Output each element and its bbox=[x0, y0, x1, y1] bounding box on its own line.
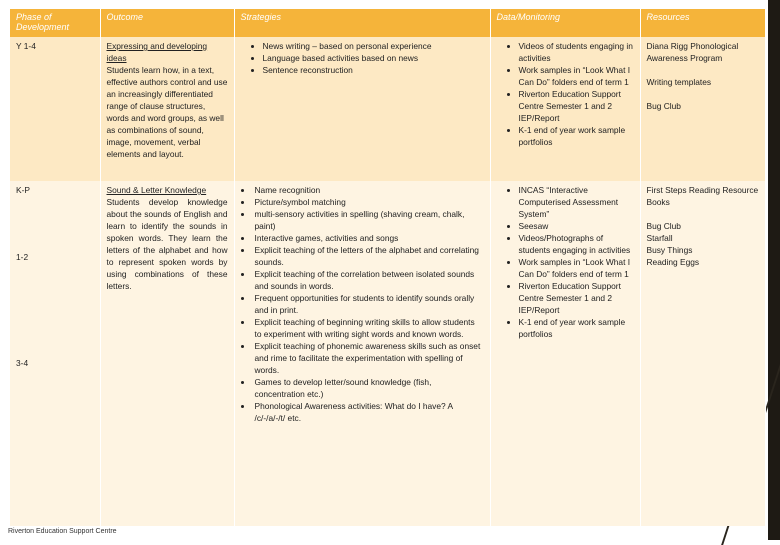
header-strategies: Strategies bbox=[234, 9, 490, 37]
list-item: • Picture/symbol matching bbox=[253, 196, 484, 208]
monitoring-cell bbox=[490, 181, 640, 526]
list-item: • Explicit teaching of beginning writing skills to allow students to experiment with writing sight words and known words. bbox=[253, 316, 484, 340]
list-item: • Riverton Education Support Centre Semester 1 and 2 IEP/Report bbox=[519, 88, 634, 124]
resource-item: Starfall bbox=[646, 233, 673, 243]
header-monitoring: Data/Monitoring bbox=[490, 9, 640, 37]
resource-item: First Steps Reading Resource Books bbox=[646, 185, 759, 207]
list-item: • Name recognition bbox=[253, 184, 484, 196]
list-item: • K-1 end of year work sample portfolios bbox=[519, 124, 634, 148]
header-outcome: Outcome bbox=[100, 9, 234, 37]
monitoring-cell bbox=[490, 37, 640, 181]
header-resources: Resources bbox=[640, 9, 765, 37]
outcome-cell bbox=[100, 37, 234, 181]
list-item: • multi-sensory activities in spelling (shaving cream, chalk, paint) bbox=[253, 208, 484, 232]
table-row bbox=[10, 181, 765, 526]
table-row bbox=[10, 37, 765, 181]
resources-cell bbox=[640, 37, 765, 181]
list-item: • INCAS “Interactive Computerised Assessment System” bbox=[519, 184, 634, 220]
phase-label: 3-4 bbox=[16, 358, 29, 368]
list-item: • News writing – based on personal experience bbox=[263, 40, 484, 52]
phase-cell bbox=[10, 181, 100, 526]
resources-cell bbox=[640, 181, 765, 526]
curriculum-table bbox=[10, 9, 766, 526]
list-item: • Frequent opportunities for students to identify sounds orally and in print. bbox=[253, 292, 484, 316]
resource-item: Writing templates bbox=[646, 77, 712, 87]
strategies-list bbox=[241, 40, 484, 76]
strategies-cell bbox=[234, 37, 490, 181]
strategies-list bbox=[241, 184, 484, 424]
list-item: • Work samples in “Look What I Can Do” folders end of term 1 bbox=[519, 256, 634, 280]
phase-label: K-P bbox=[16, 185, 30, 195]
resource-item: Reading Eggs bbox=[646, 257, 700, 267]
list-item: • Seesaw bbox=[519, 220, 634, 232]
phase-cell bbox=[10, 37, 100, 181]
list-item: • Games to develop letter/sound knowledge (fish, concentration etc.) bbox=[253, 376, 484, 400]
list-item: • Explicit teaching of phonemic awareness skills such as onset and rime to facilitate the experimentation with spelling of words. bbox=[253, 340, 484, 376]
monitoring-list bbox=[497, 184, 634, 340]
phase-label: 1-2 bbox=[16, 252, 29, 262]
resource-item: Bug Club bbox=[646, 101, 681, 111]
list-item: • Interactive games, activities and songs bbox=[253, 232, 484, 244]
list-item: • Videos of students engaging in activities bbox=[519, 40, 634, 64]
monitoring-list bbox=[497, 40, 634, 148]
list-item: • Phonological Awareness activities: What do I have? A /c/-/a/-/t/ etc. bbox=[253, 400, 484, 424]
slide-frame-edge bbox=[768, 0, 780, 540]
outcome-title: Sound & Letter Knowledge bbox=[106, 185, 207, 195]
list-item: • Videos/Photographs of students engaging in activities bbox=[519, 232, 634, 256]
list-item: • Sentence reconstruction bbox=[263, 64, 484, 76]
outcome-body: Students develop knowledge about the sounds of English and learn to identify the sounds in spoken words. They learn the letters of the alphabet and how to represent spoken words by using combinations of these letters. bbox=[106, 197, 228, 291]
list-item: • Explicit teaching of the correlation between isolated sounds and sounds in words. bbox=[253, 268, 484, 292]
header-phase: Phase of Development bbox=[10, 9, 100, 37]
outcome-cell bbox=[100, 181, 234, 526]
footer-text: Riverton Education Support Centre bbox=[8, 528, 117, 535]
list-item: • Explicit teaching of the letters of the alphabet and correlating sounds. bbox=[253, 244, 484, 268]
list-item: • Riverton Education Support Centre Semester 1 and 2 IEP/Report bbox=[519, 280, 634, 316]
resource-item: Busy Things bbox=[646, 245, 693, 255]
list-item: • Work samples in “Look What I Can Do” folders end of term 1 bbox=[519, 64, 634, 88]
resource-item: Bug Club bbox=[646, 221, 681, 231]
table-header-row bbox=[10, 9, 765, 37]
outcome-title: Expressing and developing ideas bbox=[106, 41, 208, 63]
strategies-cell bbox=[234, 181, 490, 526]
phase-label: Y 1-4 bbox=[16, 41, 36, 51]
outcome-body: Students learn how, in a text, effective authors control and use an increasingly differentiated range of clause structures, words and word groups, as well as combinations of sound, image, movement, verbal elements and layout. bbox=[106, 65, 228, 159]
resource-item: Diana Rigg Phonological Awareness Program bbox=[646, 41, 739, 63]
list-item: • Language based activities based on news bbox=[263, 52, 484, 64]
list-item: • K-1 end of year work sample portfolios bbox=[519, 316, 634, 340]
